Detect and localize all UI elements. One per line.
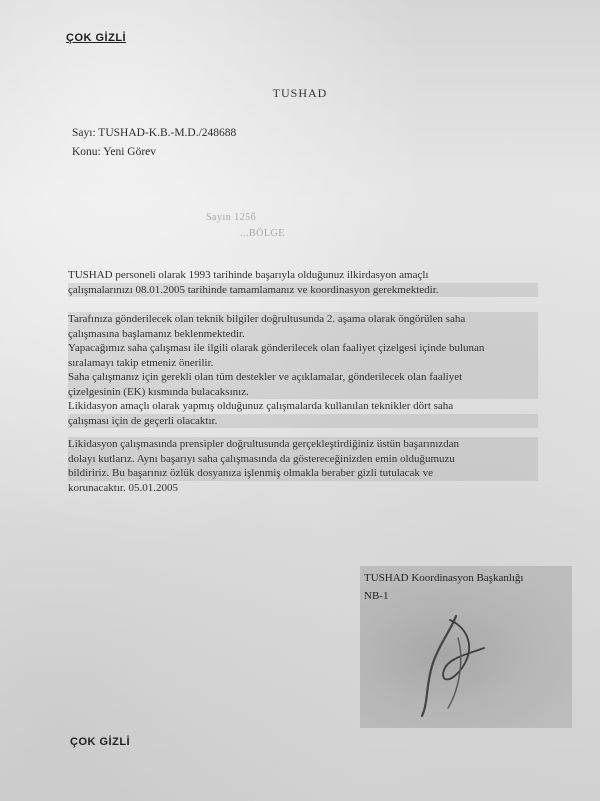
paragraph-3	[68, 437, 538, 495]
paragraph-line: Saha çalışmanız için gerekli olan tüm destekler ve açıklamalar, gönderilecek olan faaliyet	[68, 370, 538, 385]
paragraph-line: çalışmasına başlamanız beklenmektedir.	[68, 327, 538, 342]
paragraph-line: TUSHAD personeli olarak 1993 tarihinde başarıyla olduğunuz ilkirdasyon amaçlı	[68, 269, 429, 281]
classification-bottom: ÇOK GİZLİ	[70, 736, 131, 748]
paragraph-line: dolayı kutlarız. Aynı başarıyı saha çalışmasında da göstereceğinizden emin olduğumuzu	[68, 452, 538, 467]
faded-addressee-number: Sayın 1256	[206, 212, 257, 223]
reference-number: Sayı: TUSHAD-K.B.-M.D./248688	[72, 127, 237, 139]
paragraph-line: çalışmalarınızı 08.01.2005 tarihinde tamamlamanız ve koordinasyon gerekmektedir.	[68, 283, 538, 298]
paragraph-line: Likidasyon amaçlı olarak yapmış olduğunuz çalışmalarda kullanılan teknikler dört saha	[68, 400, 454, 412]
subject-line: Konu: Yeni Görev	[72, 146, 157, 158]
signature-mark	[398, 608, 508, 723]
paragraph-line: çizelgesinin (EK) kısmında bulacaksınız.	[68, 385, 538, 400]
signature-title: TUSHAD Koordinasyon Başkanlığı	[364, 572, 524, 584]
organization-title: TUSHAD	[272, 86, 328, 100]
paragraph-1	[68, 268, 538, 297]
paragraph-line: korunacaktır. 05.01.2005	[68, 481, 178, 494]
signature-code: NB-1	[364, 590, 389, 602]
paragraph-line: çalışması için de geçerli olacaktır.	[68, 414, 538, 429]
paragraph-line: Tarafınıza gönderilecek olan teknik bilgiler doğrultusunda 2. aşama olarak öngörülen saha	[68, 312, 538, 327]
classification-top: ÇOK GİZLİ	[66, 32, 127, 44]
paragraph-2	[68, 312, 538, 428]
paragraph-line: bildiririz. Bu başarınız özlük dosyanıza işlenmiş olmakla beraber gizli tutulacak ve	[68, 466, 538, 481]
faded-region: ...BÖLGE	[240, 228, 285, 239]
paragraph-line: Yapacağımız saha çalışması ile ilgili olarak gönderilecek olan faaliyet çizelgesi içinde bulunan	[68, 341, 538, 356]
paragraph-line: sıralamayı takip etmeniz önerilir.	[68, 356, 538, 371]
paragraph-line: Likidasyon çalışmasında prensipler doğrultusunda gerçekleştirdiğiniz üstün başarınızdan	[68, 437, 538, 452]
